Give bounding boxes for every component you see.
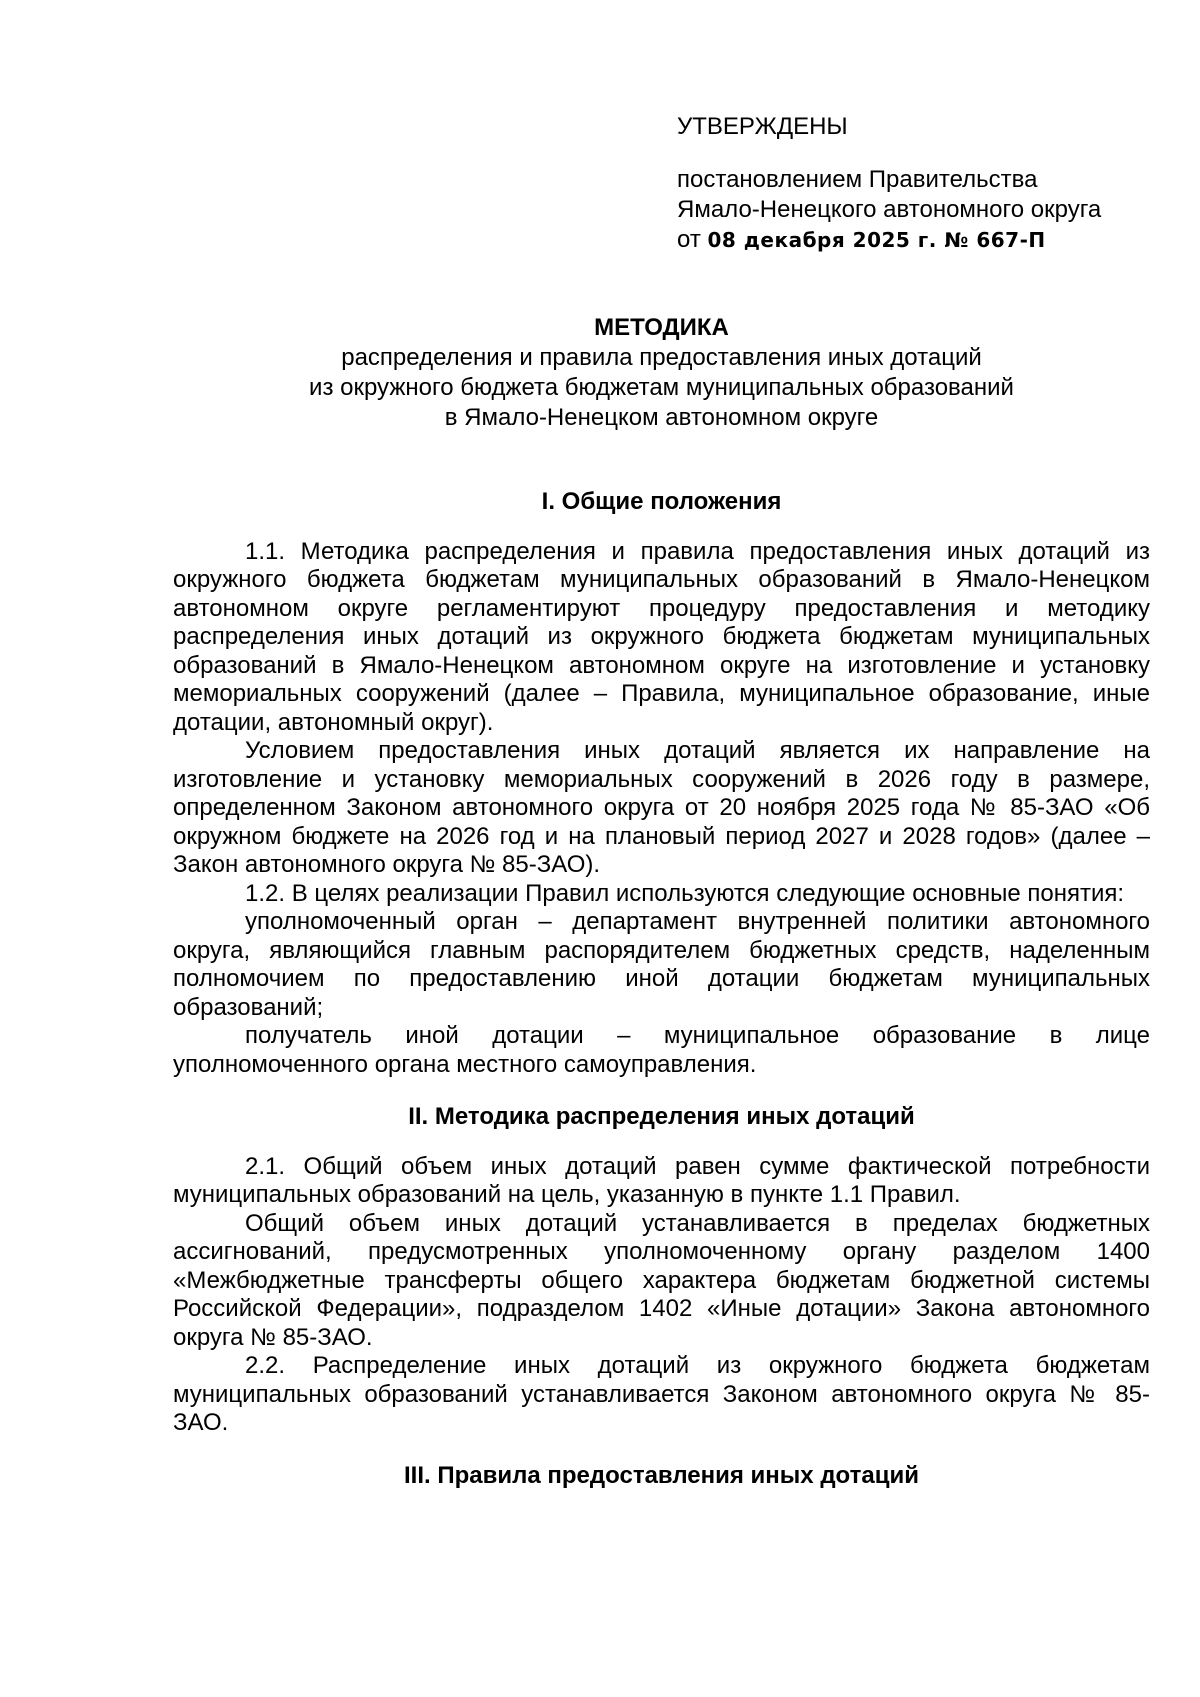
approval-line-1: постановлением Правительства <box>677 166 1038 193</box>
paragraph-1-5: получатель иной дотации – муниципальное образование в лице уполномоченного органа местного самоуправления. <box>173 1022 1150 1078</box>
section-heading-2: II. Методика распределения иных дотаций <box>408 1103 915 1130</box>
document-body <box>173 488 1150 1490</box>
approved-label: УТВЕРЖДЕНЫ <box>677 113 848 140</box>
approval-date-prefix: от <box>677 226 701 253</box>
section-heading-1: I. Общие положения <box>541 488 782 515</box>
title-main: МЕТОДИКА <box>594 314 729 341</box>
approval-date-value: 08 декабря 2025 г. № 667-П <box>707 228 1046 252</box>
paragraph-1-1: 1.1. Методика распределения и правила предоставления иных дотаций из окружного бюджета бюджетам муниципальных образований в Ямало-Ненецком автономном округе регламентируют процедуру предоставления и методику распределения иных дотаций из окружного бюджета бюджетам муниципальных образований в Ямало-Ненецком автономном округе на изготовление и установку мемориальных сооружений (далее – Правила, муниципальное образование, иные дотации, автономный округ). <box>173 537 1150 736</box>
paragraph-2-1: 2.1. Общий объем иных дотаций равен сумме фактической потребности муниципальных образований на цель, указанную в пункте 1.1 Правил. <box>173 1152 1150 1208</box>
approval-stamp <box>677 112 1137 255</box>
paragraph-1-4: уполномоченный орган – департамент внутренней политики автономного округа, являющийся главным распорядителем бюджетных средств, наделенным полномочием по предоставлению иной дотации бюджетам муниципальных образований; <box>173 908 1150 1021</box>
title-line-1: распределения и правила предоставления иных дотаций <box>341 344 982 371</box>
paragraph-1-3: 1.2. В целях реализации Правил используются следующие основные понятия: <box>245 879 1125 907</box>
title-line-2: из окружного бюджета бюджетам муниципальных образований <box>309 374 1014 401</box>
section-heading-3: III. Правила предоставления иных дотаций <box>404 1461 919 1489</box>
title-line-3: в Ямало-Ненецком автономном округе <box>444 404 879 431</box>
approval-line-2: Ямало-Ненецкого автономного округа <box>677 196 1102 223</box>
paragraph-1-2: Условием предоставления иных дотаций является их направление на изготовление и установку мемориальных сооружений в 2026 году в размере, определенном Законом автономного округа от 20 ноября 2025 года № 85-ЗАО «Об окружном бюджете на 2026 год и на плановый период 2027 и 2028 годов» (далее – Закон автономного округа № 85-ЗАО). <box>173 737 1150 878</box>
document-title <box>173 313 1150 433</box>
paragraph-2-3: 2.2. Распределение иных дотаций из окружного бюджета бюджетам муниципальных образований устанавливается Законом автономного округа № 85-ЗАО. <box>173 1352 1150 1436</box>
paragraph-2-2: Общий объем иных дотаций устанавливается в пределах бюджетных ассигнований, предусмотренных уполномоченному органу разделом 1400 «Межбюджетные трансферты общего характера бюджетам бюджетной системы Российской Федерации», подразделом 1402 «Иные дотации» Закона автономного округа № 85-ЗАО. <box>173 1209 1150 1351</box>
approval-date-line <box>677 225 1137 255</box>
